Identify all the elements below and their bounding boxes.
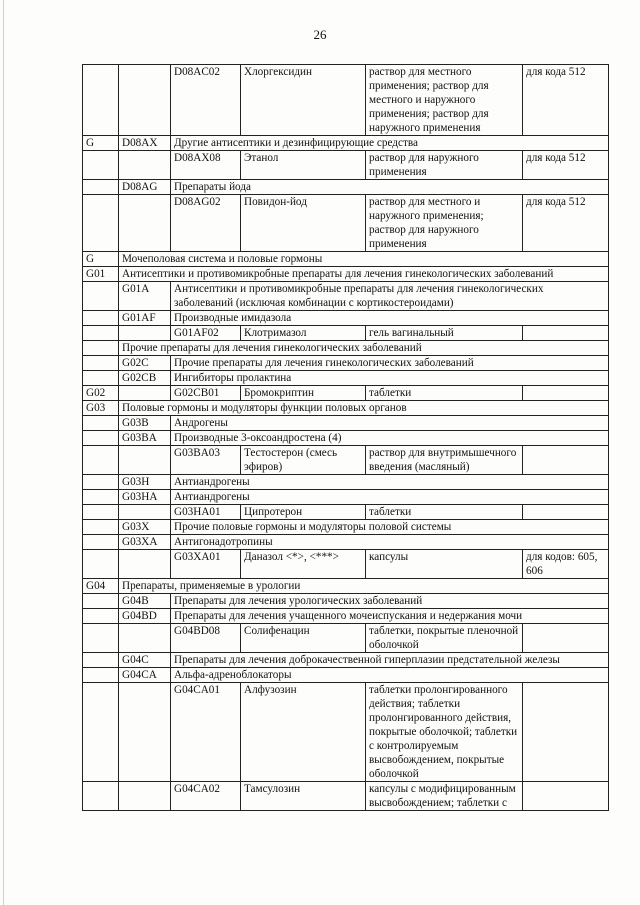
table-cell: [83, 475, 119, 490]
table-row: [83, 653, 609, 668]
table-cell: D08AG02: [171, 195, 241, 252]
table-cell: G03BA: [119, 431, 171, 446]
table-cell: [83, 356, 119, 371]
table-cell: [83, 311, 119, 326]
table-row: [83, 356, 609, 371]
table-cell: G01: [83, 267, 119, 282]
table-cell: Даназол <*>, <***>: [241, 550, 366, 579]
drug-table-wrapper: [82, 64, 608, 811]
table-cell: [119, 782, 171, 811]
table-cell: G04BD08: [171, 624, 241, 653]
table-cell: для кода 512: [523, 151, 609, 180]
table-cell: [523, 386, 609, 401]
table-cell: D08AG: [119, 180, 171, 195]
table-cell: [83, 624, 119, 653]
table-cell: для кода 512: [523, 65, 609, 136]
table-cell: [523, 326, 609, 341]
table-cell: [83, 65, 119, 136]
table-cell: Препараты, применяемые в урологии: [119, 579, 609, 594]
table-row: [83, 267, 609, 282]
table-cell: [83, 668, 119, 683]
table-cell: G04CA02: [171, 782, 241, 811]
table-cell: [119, 151, 171, 180]
table-cell: [83, 609, 119, 624]
drug-table-body: [83, 65, 609, 811]
table-row: [83, 550, 609, 579]
table-cell: Солифенацин: [241, 624, 366, 653]
table-cell: для кода 512: [523, 195, 609, 252]
table-cell: G04: [83, 579, 119, 594]
table-cell: [119, 386, 171, 401]
table-row: [83, 668, 609, 683]
table-cell: Препараты йода: [171, 180, 609, 195]
table-cell: Прочие препараты для лечения гинекологических заболеваний: [119, 341, 609, 356]
table-cell: [83, 151, 119, 180]
table-row: [83, 195, 609, 252]
table-cell: Тамсулозин: [241, 782, 366, 811]
table-cell: для кодов: 605, 606: [523, 550, 609, 579]
table-cell: D08AX08: [171, 151, 241, 180]
table-cell: [523, 782, 609, 811]
table-cell: G04C: [119, 653, 171, 668]
table-row: [83, 579, 609, 594]
table-cell: G04CA01: [171, 683, 241, 782]
table-row: [83, 535, 609, 550]
table-cell: G03HA01: [171, 505, 241, 520]
table-cell: Антиандрогены: [171, 475, 609, 490]
table-cell: G01AF: [119, 311, 171, 326]
table-cell: Клотримазол: [241, 326, 366, 341]
table-cell: [119, 446, 171, 475]
table-cell: Препараты для лечения учащенного мочеиспускания и недержания мочи: [171, 609, 609, 624]
table-cell: [83, 431, 119, 446]
table-cell: капсулы с модифицированным высвобождением; таблетки с: [366, 782, 523, 811]
table-cell: G03: [83, 401, 119, 416]
table-cell: [523, 505, 609, 520]
table-cell: Тестостерон (смесь эфиров): [241, 446, 366, 475]
table-cell: [83, 594, 119, 609]
drug-table: [82, 64, 609, 811]
table-cell: Препараты для лечения доброкачественной гиперплазии предстательной железы: [171, 653, 609, 668]
table-cell: Альфа-адреноблокаторы: [171, 668, 609, 683]
table-cell: G02CB: [119, 371, 171, 386]
table-row: [83, 609, 609, 624]
table-cell: [83, 446, 119, 475]
table-cell: G03B: [119, 416, 171, 431]
table-cell: раствор для местного и наружного применения; раствор для наружного применения: [366, 195, 523, 252]
table-row: [83, 136, 609, 151]
table-cell: [83, 326, 119, 341]
table-row: [83, 683, 609, 782]
table-cell: Половые гормоны и модуляторы функции половых органов: [119, 401, 609, 416]
table-cell: гель вагинальный: [366, 326, 523, 341]
table-cell: таблетки, покрытые пленочной оболочкой: [366, 624, 523, 653]
table-cell: Алфузозин: [241, 683, 366, 782]
table-cell: таблетки: [366, 386, 523, 401]
table-cell: раствор для наружного применения: [366, 151, 523, 180]
table-cell: Антисептики и противомикробные препараты для лечения гинекологических заболеваний: [119, 267, 609, 282]
table-row: [83, 446, 609, 475]
table-cell: [119, 550, 171, 579]
table-row: [83, 151, 609, 180]
table-cell: таблетки пролонгированного действия; таблетки пролонгированного действия, покрытые оболочкой; таблетки с контролируемым высвобождением, покрытые оболочкой: [366, 683, 523, 782]
table-cell: Мочеполовая система и половые гормоны: [119, 252, 609, 267]
table-cell: G02: [83, 386, 119, 401]
table-cell: [83, 550, 119, 579]
table-row: [83, 520, 609, 535]
table-row: [83, 371, 609, 386]
table-cell: [523, 683, 609, 782]
table-cell: [119, 505, 171, 520]
table-cell: G04BD: [119, 609, 171, 624]
table-cell: Ципротерон: [241, 505, 366, 520]
table-row: [83, 416, 609, 431]
table-row: [83, 782, 609, 811]
table-cell: Прочие препараты для лечения гинекологических заболеваний: [171, 356, 609, 371]
table-cell: раствор для местного применения; раствор для местного и наружного применения; раствор для наружного применения: [366, 65, 523, 136]
table-cell: Андрогены: [171, 416, 609, 431]
table-row: [83, 490, 609, 505]
table-cell: Хлоргексидин: [241, 65, 366, 136]
table-cell: [83, 282, 119, 311]
table-row: [83, 341, 609, 356]
table-cell: [523, 624, 609, 653]
table-row: [83, 431, 609, 446]
table-cell: [83, 371, 119, 386]
table-row: [83, 386, 609, 401]
table-cell: [83, 341, 119, 356]
table-cell: [83, 535, 119, 550]
table-cell: Другие антисептики и дезинфицирующие средства: [171, 136, 609, 151]
table-cell: [83, 416, 119, 431]
table-cell: G03XA01: [171, 550, 241, 579]
table-cell: G03H: [119, 475, 171, 490]
table-row: [83, 475, 609, 490]
table-cell: G02CB01: [171, 386, 241, 401]
table-cell: Этанол: [241, 151, 366, 180]
table-row: [83, 326, 609, 341]
table-row: [83, 311, 609, 326]
table-cell: G04B: [119, 594, 171, 609]
table-cell: Производные имидазола: [171, 311, 609, 326]
table-row: [83, 505, 609, 520]
table-row: [83, 401, 609, 416]
table-cell: [119, 683, 171, 782]
table-cell: [83, 782, 119, 811]
table-row: [83, 624, 609, 653]
table-cell: [83, 520, 119, 535]
table-row: [83, 65, 609, 136]
table-cell: G02C: [119, 356, 171, 371]
table-cell: раствор для внутримышечного введения (масляный): [366, 446, 523, 475]
table-cell: [83, 490, 119, 505]
table-cell: G03BA03: [171, 446, 241, 475]
table-cell: [83, 505, 119, 520]
table-cell: Антисептики и противомикробные препараты для лечения гинекологических заболеваний (исключая комбинации с кортикостероидами): [171, 282, 609, 311]
table-row: [83, 594, 609, 609]
table-cell: [119, 326, 171, 341]
table-cell: Повидон-йод: [241, 195, 366, 252]
table-cell: [119, 195, 171, 252]
table-cell: G03XA: [119, 535, 171, 550]
table-cell: [119, 65, 171, 136]
table-cell: G01AF02: [171, 326, 241, 341]
table-cell: Прочие половые гормоны и модуляторы половой системы: [171, 520, 609, 535]
table-cell: капсулы: [366, 550, 523, 579]
table-row: [83, 252, 609, 267]
table-cell: G04CA: [119, 668, 171, 683]
table-cell: D08AC02: [171, 65, 241, 136]
table-cell: Бромокриптин: [241, 386, 366, 401]
table-cell: [83, 653, 119, 668]
page-number: 26: [313, 27, 327, 42]
table-cell: Антиандрогены: [171, 490, 609, 505]
table-cell: G: [83, 136, 119, 151]
table-cell: Препараты для лечения урологических заболеваний: [171, 594, 609, 609]
table-cell: Производные 3-оксоандростена (4): [171, 431, 609, 446]
table-cell: G: [83, 252, 119, 267]
table-cell: D08AX: [119, 136, 171, 151]
table-cell: [523, 446, 609, 475]
table-cell: [83, 195, 119, 252]
table-row: [83, 282, 609, 311]
table-cell: [119, 624, 171, 653]
scan-edge-line: [3, 0, 4, 905]
table-row: [83, 180, 609, 195]
table-cell: G03HA: [119, 490, 171, 505]
table-cell: таблетки: [366, 505, 523, 520]
table-cell: G03X: [119, 520, 171, 535]
table-cell: Антигонадотропины: [171, 535, 609, 550]
table-cell: [83, 683, 119, 782]
table-cell: G01A: [119, 282, 171, 311]
table-cell: [83, 180, 119, 195]
table-cell: Ингибиторы пролактина: [171, 371, 609, 386]
